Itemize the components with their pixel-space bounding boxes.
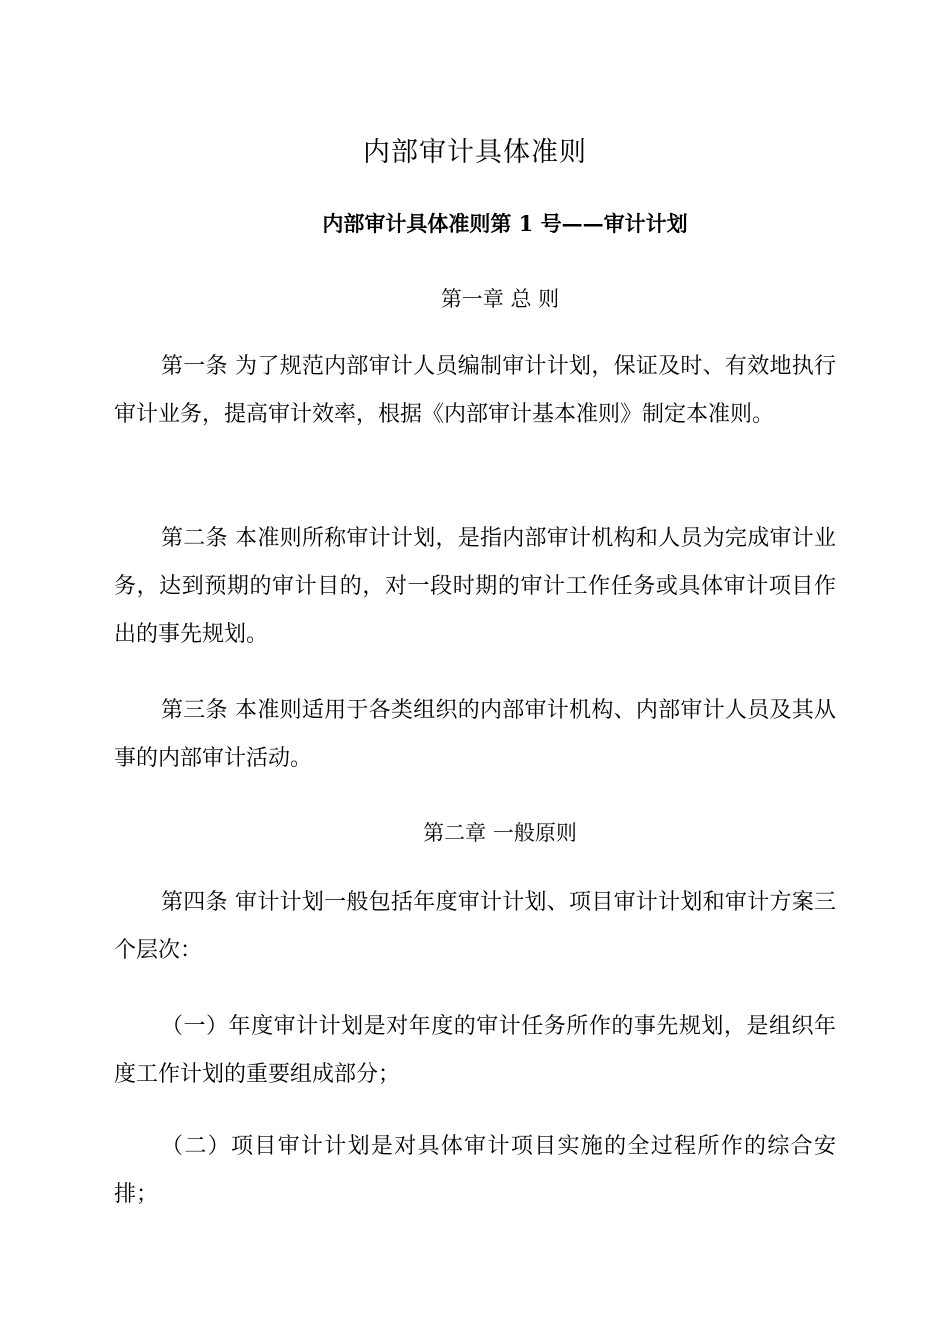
chapter-heading-1: 第一章 总 则 — [440, 287, 560, 311]
article-1: 第一条 为了规范内部审计人员编制审计计划，保证及时、有效地执行审计业务，提高审计效率，根据《内部审计基本准则》制定本准则。 — [114, 354, 836, 427]
document-subtitle: 内部审计具体准则第 1 号——审计计划 — [322, 211, 688, 236]
article-3: 第三条 本准则适用于各类组织的内部审计机构、内部审计人员及其从事的内部审计活动。 — [114, 698, 836, 771]
article-2: 第二条 本准则所称审计计划，是指内部审计机构和人员为完成审计业务，达到预期的审计目的，对一段时期的审计工作任务或具体审计项目作出的事先规划。 — [114, 526, 836, 647]
list-item-1: （一）年度审计计划是对年度的审计任务所作的事先规划，是组织年度工作计划的重要组成部分； — [114, 1014, 836, 1087]
list-item-2: （二）项目审计计划是对具体审计项目实施的全过程所作的综合安排； — [114, 1134, 836, 1207]
article-4: 第四条 审计计划一般包括年度审计计划、项目审计计划和审计方案三个层次： — [114, 890, 836, 963]
document-title: 内部审计具体准则 — [363, 137, 587, 168]
chapter-heading-2: 第二章 一般原则 — [423, 821, 577, 845]
